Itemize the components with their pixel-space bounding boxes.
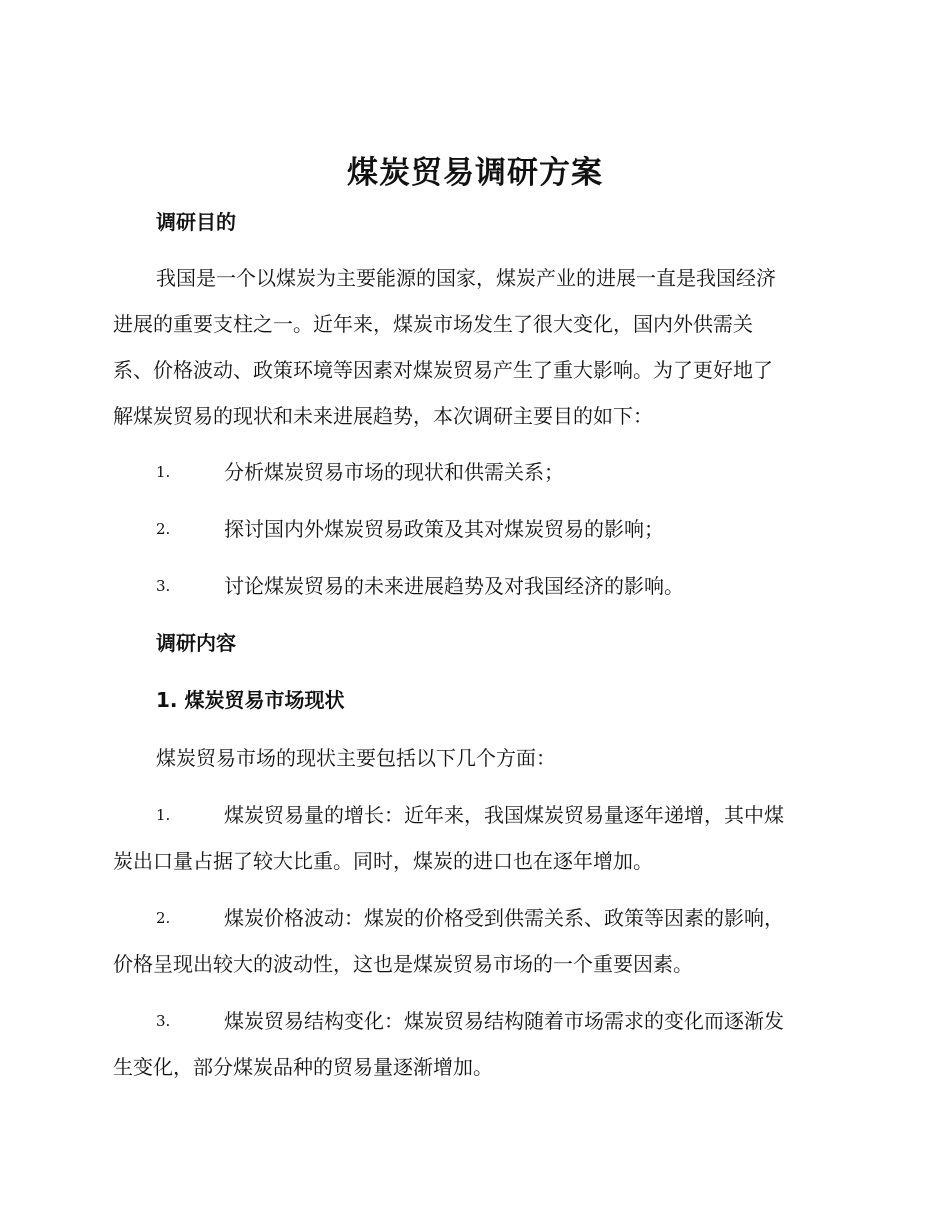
list-item-continuation: 炭出口量占据了较大比重。同时，煤炭的进口也在逐年增加。 <box>113 849 653 873</box>
list-item: 分析煤炭贸易市场的现状和供需关系； <box>224 460 564 484</box>
list-number: 1. <box>156 463 171 481</box>
list-item: 讨论煤炭贸易的未来进展趋势及对我国经济的影响。 <box>224 574 684 598</box>
paragraph-line: 我国是一个以煤炭为主要能源的国家，煤炭产业的进展一直是我国经济 <box>156 266 776 290</box>
paragraph-line: 解煤炭贸易的现状和未来进展趋势，本次调研主要目的如下： <box>113 404 653 428</box>
list-number: 1. <box>156 806 171 824</box>
list-number: 2. <box>156 909 171 927</box>
list-item-continuation: 生变化，部分煤炭品种的贸易量逐渐增加。 <box>113 1055 493 1079</box>
section-heading-content: 调研内容 <box>156 631 236 655</box>
list-item: 探讨国内外煤炭贸易政策及其对煤炭贸易的影响； <box>224 517 664 541</box>
list-number: 3. <box>156 577 171 595</box>
list-item-continuation: 价格呈现出较大的波动性，这也是煤炭贸易市场的一个重要因素。 <box>113 952 693 976</box>
list-number: 2. <box>156 520 171 538</box>
subsection-heading: 1. 煤炭贸易市场现状 <box>156 688 345 712</box>
section-heading-purpose: 调研目的 <box>156 210 236 234</box>
list-item: 煤炭贸易结构变化：煤炭贸易结构随着市场需求的变化而逐渐发 <box>224 1009 784 1033</box>
document-title: 煤炭贸易调研方案 <box>347 155 603 191</box>
paragraph-line: 煤炭贸易市场的现状主要包括以下几个方面： <box>156 746 556 770</box>
list-number: 3. <box>156 1012 171 1030</box>
list-item: 煤炭价格波动：煤炭的价格受到供需关系、政策等因素的影响， <box>224 906 784 930</box>
list-item: 煤炭贸易量的增长：近年来，我国煤炭贸易量逐年递增，其中煤 <box>224 803 784 827</box>
paragraph-line: 系、价格波动、政策环境等因素对煤炭贸易产生了重大影响。为了更好地了 <box>113 358 773 382</box>
paragraph-line: 进展的重要支柱之一。近年来，煤炭市场发生了很大变化，国内外供需关 <box>113 312 753 336</box>
